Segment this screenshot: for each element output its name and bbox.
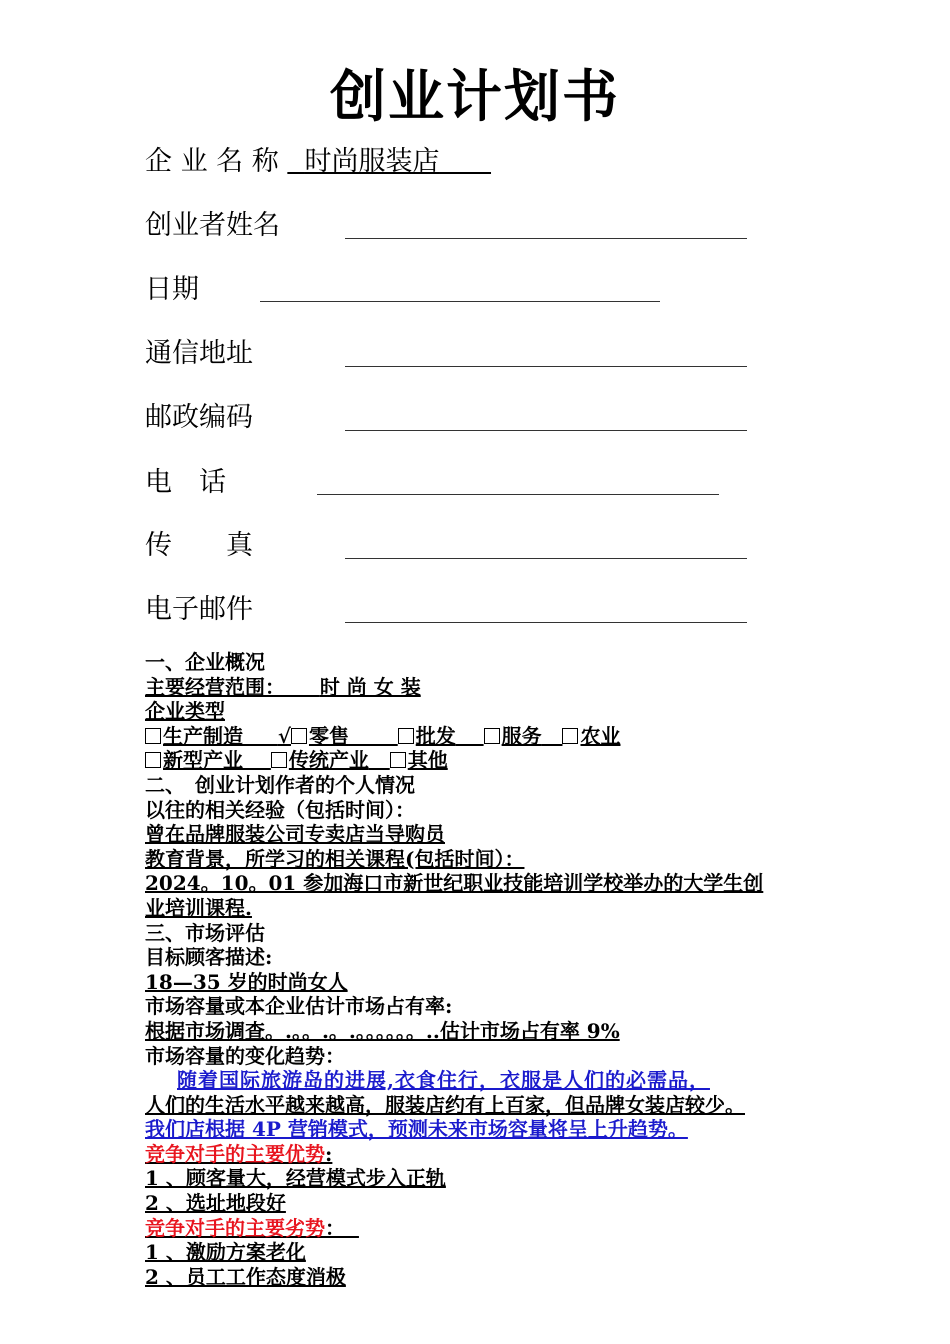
checkbox-icon: [390, 752, 406, 768]
market-trend-line3: 我们店根据 4P 营销模式，预测未来市场容量将呈上升趋势。: [145, 1117, 688, 1142]
competitor-advantages-label: 竞争对手的主要优势:: [145, 1141, 333, 1166]
company-name-label: 企 业 名 称: [145, 146, 279, 177]
fax-line[interactable]: [345, 558, 747, 559]
date-line[interactable]: [260, 301, 660, 302]
business-scope-value: 时 尚 女 装: [319, 674, 421, 699]
checkbox-icon: [291, 728, 307, 744]
type-wholesale[interactable]: 批发: [398, 724, 456, 748]
competitor-disadvantages-label: 竞争对手的主要劣势：: [145, 1215, 345, 1240]
checkbox-icon: [562, 728, 578, 744]
document-title: 创业计划书: [330, 64, 620, 130]
company-name-value: 时尚服装店: [304, 146, 440, 177]
target-customer-value: 18—35 岁的时尚女人: [145, 969, 348, 994]
competitor-advantage-item: 1 、顾客量大，经营模式步入正轨: [145, 1166, 446, 1191]
section3-heading: 三、市场评估: [145, 920, 265, 945]
postcode-line[interactable]: [345, 430, 747, 431]
email-label: 电子邮件: [145, 594, 253, 625]
experience-label: 以往的相关经验（包括时间）：: [145, 797, 415, 822]
fax-label: 传 真: [145, 530, 253, 561]
checkbox-icon: [145, 728, 161, 744]
enterprise-type-label: 企业类型: [145, 699, 225, 724]
experience-value: 曾在品牌服装公司专卖店当导购员: [145, 822, 445, 847]
education-value-line2: 业培训课程.: [145, 895, 252, 920]
date-label: 日期: [145, 274, 199, 305]
enterprise-type-row2: [145, 748, 845, 773]
checkbox-icon: [271, 752, 287, 768]
checkbox-icon: [484, 728, 500, 744]
company-name-field: [145, 144, 491, 180]
postcode-label: 邮政编码: [145, 402, 253, 433]
phone-label: 电 话: [145, 467, 226, 498]
market-trend-label: 市场容量的变化趋势：: [145, 1043, 345, 1068]
enterprise-type-row1: [145, 724, 845, 749]
type-other[interactable]: 其他: [390, 748, 448, 772]
phone-line[interactable]: [317, 494, 719, 495]
market-share-value: 根据市场调查。.。。.。.。。。。。。..估计市场占有率 9%: [145, 1018, 620, 1043]
checkbox-icon: [398, 728, 414, 744]
type-traditional-industry[interactable]: 传统产业: [271, 748, 369, 772]
type-service[interactable]: 服务: [484, 724, 542, 748]
market-trend-line1: 随着国际旅游岛的进展,衣食住行，衣服是人们的必需品，: [177, 1068, 710, 1093]
checkmark-icon: √: [277, 723, 291, 748]
target-customer-label: 目标顾客描述:: [145, 945, 273, 970]
founder-name-line[interactable]: [345, 238, 747, 239]
competitor-disadvantage-item: 2 、员工工作态度消极: [145, 1264, 346, 1289]
address-label: 通信地址: [145, 338, 253, 369]
market-share-label: 市场容量或本企业估计市场占有率:: [145, 994, 453, 1019]
education-value-line1: 2024。10。01 参加海口市新世纪职业技能培训学校举办的大学生创: [145, 871, 764, 896]
business-scope: 主要经营范围： 时 尚 女 装: [145, 674, 421, 699]
email-line[interactable]: [345, 622, 747, 623]
section1-heading: 一、企业概况: [145, 650, 265, 674]
section2-heading: 二、 创业计划作者的个人情况: [145, 772, 415, 797]
address-line[interactable]: [345, 366, 747, 367]
type-retail[interactable]: √ 零售: [277, 723, 349, 748]
type-manufacturing[interactable]: 生产制造: [145, 724, 243, 748]
type-new-industry[interactable]: 新型产业: [145, 748, 243, 772]
education-label: 教育背景，所学习的相关课程(包括时间）：: [145, 846, 525, 871]
checkbox-icon: [145, 752, 161, 768]
competitor-advantage-item: 2 、选址地段好: [145, 1191, 286, 1216]
competitor-disadvantage-item: 1 、激励方案老化: [145, 1240, 306, 1265]
plan-body: [145, 650, 845, 1289]
market-trend-line2: 人们的生活水平越来越高，服装店约有上百家，但品牌女装店较少。: [145, 1092, 745, 1117]
founder-name-label: 创业者姓名: [145, 210, 280, 241]
type-agriculture[interactable]: 农业: [562, 724, 620, 748]
